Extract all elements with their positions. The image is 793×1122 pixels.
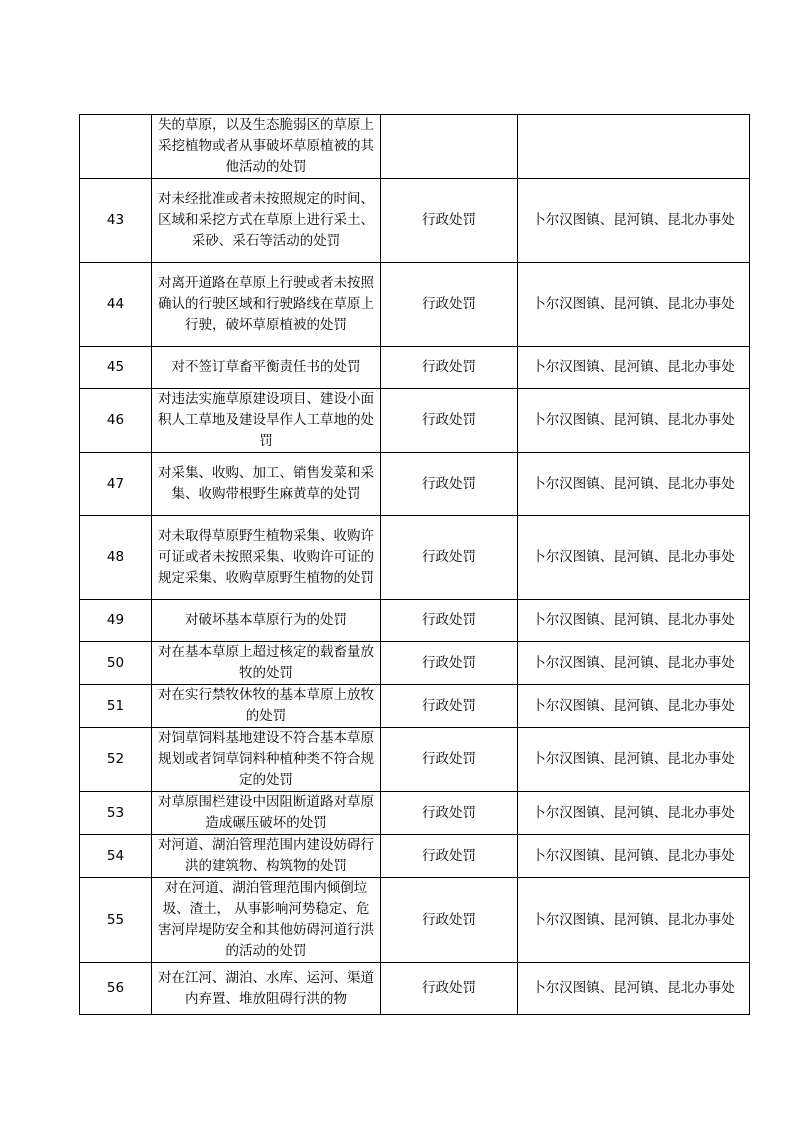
table-row <box>80 179 750 263</box>
row-type: 行政处罚 <box>381 516 518 600</box>
row-type: 行政处罚 <box>381 685 518 728</box>
row-dept: 卜尔汉图镇、昆河镇、昆北办事处 <box>518 685 750 728</box>
row-number: 43 <box>80 179 152 263</box>
table-row <box>80 263 750 347</box>
row-number: 44 <box>80 263 152 347</box>
row-number: 47 <box>80 453 152 516</box>
row-type: 行政处罚 <box>381 600 518 642</box>
row-number: 45 <box>80 347 152 389</box>
row-dept: 卜尔汉图镇、昆河镇、昆北办事处 <box>518 792 750 835</box>
row-type: 行政处罚 <box>381 453 518 516</box>
row-dept <box>518 115 750 179</box>
table-row <box>80 600 750 642</box>
row-type: 行政处罚 <box>381 179 518 263</box>
row-dept: 卜尔汉图镇、昆河镇、昆北办事处 <box>518 728 750 792</box>
row-dept: 卜尔汉图镇、昆河镇、昆北办事处 <box>518 263 750 347</box>
table-row <box>80 792 750 835</box>
table-row <box>80 728 750 792</box>
row-dept: 卜尔汉图镇、昆河镇、昆北办事处 <box>518 516 750 600</box>
table-row <box>80 516 750 600</box>
row-item: 对河道、湖泊管理范围内建设妨碍行洪的建筑物、构筑物的处罚 <box>152 835 381 878</box>
row-item: 对在河道、湖泊管理范围内倾倒垃圾、渣土， 从事影响河势稳定、危害河岸堤防安全和其他妨碍河道行洪的活动的处罚 <box>152 878 381 963</box>
row-dept: 卜尔汉图镇、昆河镇、昆北办事处 <box>518 347 750 389</box>
row-item: 对离开道路在草原上行驶或者未按照确认的行驶区域和行驶路线在草原上行驶，破坏草原植被的处罚 <box>152 263 381 347</box>
penalty-table <box>79 114 750 1015</box>
row-item: 对在基本草原上超过核定的载畜量放牧的处罚 <box>152 642 381 685</box>
row-number: 46 <box>80 389 152 453</box>
row-type: 行政处罚 <box>381 728 518 792</box>
row-dept: 卜尔汉图镇、昆河镇、昆北办事处 <box>518 179 750 263</box>
row-number: 48 <box>80 516 152 600</box>
row-number: 56 <box>80 963 152 1015</box>
row-item: 对不签订草畜平衡责任书的处罚 <box>152 347 381 389</box>
table-row <box>80 347 750 389</box>
row-dept: 卜尔汉图镇、昆河镇、昆北办事处 <box>518 835 750 878</box>
row-number <box>80 115 152 179</box>
row-number: 49 <box>80 600 152 642</box>
row-type <box>381 115 518 179</box>
table-row <box>80 115 750 179</box>
row-type: 行政处罚 <box>381 878 518 963</box>
table-row <box>80 453 750 516</box>
row-number: 52 <box>80 728 152 792</box>
row-item: 对在江河、湖泊、水库、运河、渠道内弃置、堆放阻碍行洪的物 <box>152 963 381 1015</box>
row-item: 对在实行禁牧休牧的基本草原上放牧的处罚 <box>152 685 381 728</box>
row-dept: 卜尔汉图镇、昆河镇、昆北办事处 <box>518 878 750 963</box>
row-item: 对破坏基本草原行为的处罚 <box>152 600 381 642</box>
row-dept: 卜尔汉图镇、昆河镇、昆北办事处 <box>518 600 750 642</box>
row-type: 行政处罚 <box>381 963 518 1015</box>
row-item: 对未取得草原野生植物采集、收购许可证或者未按照采集、收购许可证的规定采集、收购草原野生植物的处罚 <box>152 516 381 600</box>
table-row <box>80 835 750 878</box>
row-number: 51 <box>80 685 152 728</box>
row-number: 50 <box>80 642 152 685</box>
row-number: 54 <box>80 835 152 878</box>
row-item: 对采集、收购、加工、销售发菜和采集、收购带根野生麻黄草的处罚 <box>152 453 381 516</box>
row-item: 对违法实施草原建设项目、建设小面积人工草地及建设旱作人工草地的处罚 <box>152 389 381 453</box>
row-type: 行政处罚 <box>381 263 518 347</box>
row-number: 55 <box>80 878 152 963</box>
row-dept: 卜尔汉图镇、昆河镇、昆北办事处 <box>518 963 750 1015</box>
row-item: 失的草原，以及生态脆弱区的草原上采挖植物或者从事破坏草原植被的其他活动的处罚 <box>152 115 381 179</box>
row-type: 行政处罚 <box>381 792 518 835</box>
row-item: 对草原围栏建设中因阻断道路对草原造成碾压破坏的处罚 <box>152 792 381 835</box>
row-type: 行政处罚 <box>381 389 518 453</box>
row-item: 对饲草饲料基地建设不符合基本草原规划或者饲草饲料种植种类不符合规定的处罚 <box>152 728 381 792</box>
row-type: 行政处罚 <box>381 642 518 685</box>
table-row <box>80 389 750 453</box>
row-number: 53 <box>80 792 152 835</box>
row-dept: 卜尔汉图镇、昆河镇、昆北办事处 <box>518 453 750 516</box>
table-row <box>80 878 750 963</box>
table-row <box>80 685 750 728</box>
row-item: 对未经批准或者未按照规定的时间、区域和采挖方式在草原上进行采土、采砂、采石等活动的处罚 <box>152 179 381 263</box>
row-type: 行政处罚 <box>381 347 518 389</box>
row-dept: 卜尔汉图镇、昆河镇、昆北办事处 <box>518 642 750 685</box>
table-row <box>80 963 750 1015</box>
row-dept: 卜尔汉图镇、昆河镇、昆北办事处 <box>518 389 750 453</box>
table-row <box>80 642 750 685</box>
row-type: 行政处罚 <box>381 835 518 878</box>
